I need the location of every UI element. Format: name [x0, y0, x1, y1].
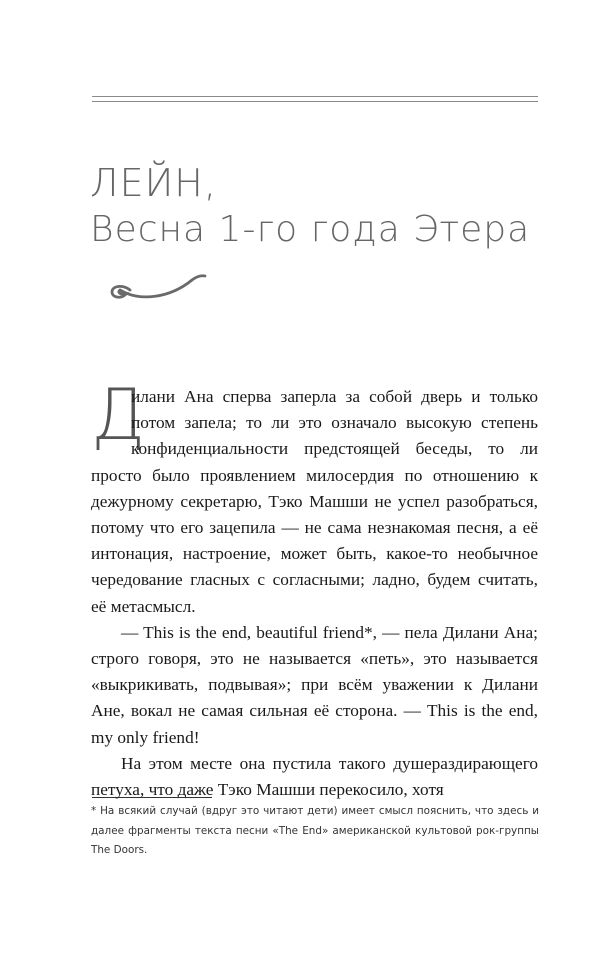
body-text	[91, 374, 538, 803]
paragraph-1	[91, 374, 538, 620]
chapter-title-season: Весна 1-го года Этера	[90, 209, 531, 250]
header-rule-top	[92, 96, 538, 97]
header-rule-bottom	[92, 101, 538, 102]
paragraph-3: На этом месте она пустила такого душераздирающего петуха, что даже Тэко Машши перекосило, хотя	[91, 753, 538, 800]
chapter-title-name: ЛЕЙН,	[90, 161, 217, 205]
footnote: * На всякий случай (вдруг это читают дети) имеет смысл пояснить, что здесь и далее фрагменты текста песни «The End» американской культовой рок-группы The Doors.	[91, 805, 539, 856]
swirl-ornament-icon	[100, 268, 210, 310]
paragraph-1-text: илани Ана сперва заперла за собой дверь и только потом запела; то ли это означало высокую степень конфиденциальности предстоящей беседы, то ли просто было проявлением милосердия по отношению к дежурному секретарю, Тэко Машши не успел разобраться, потому что его зацепила — не сама незнакомая песня, а её интонация, настроение, может быть, какое-то необычное чередование гласных с согласными; ладно, будем считать, её метасмысл.	[91, 387, 538, 616]
chapter-title	[90, 160, 530, 254]
paragraph-2: — This is the end, beautiful friend*, — пела Дилани Ана; строго говоря, это не называется «петь», это называется «выкрикивать, подвывая»; при всём уважении к Дилани Ане, вокал не самая сильная её сторона. — This is the end, my only friend!	[91, 622, 538, 747]
drop-cap: Д	[91, 374, 146, 456]
footnote-rule	[92, 797, 212, 798]
